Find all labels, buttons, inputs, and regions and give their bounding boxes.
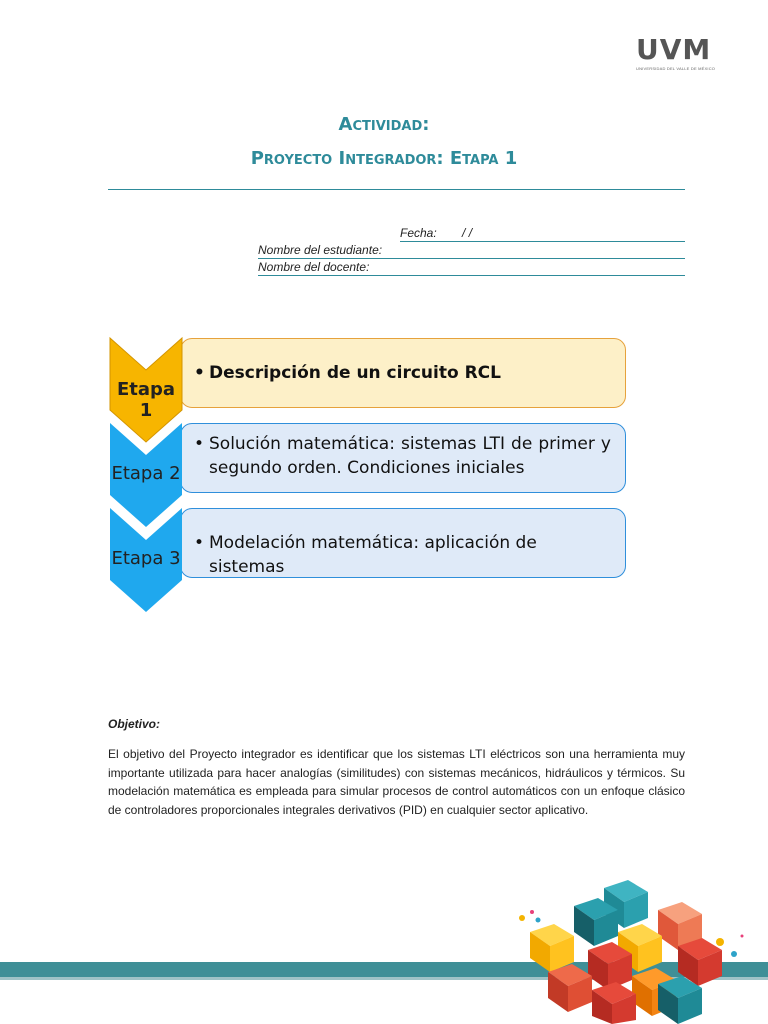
header-divider	[108, 189, 685, 190]
date-label: Fecha:	[400, 226, 437, 240]
stage-1-text: • Descripción de un circuito RCL	[209, 361, 611, 385]
teacher-name-field[interactable]	[258, 259, 685, 276]
logo-text: UVM	[636, 33, 712, 66]
activity-title: Actividad:	[338, 114, 430, 135]
student-name-label: Nombre del estudiante:	[258, 243, 383, 257]
date-value: / /	[462, 226, 473, 240]
stage-1-label: Etapa 1	[116, 379, 176, 421]
logo-subtext: UNIVERSIDAD DEL VALLE DE MÉXICO	[636, 66, 716, 71]
stage-3-text: • Modelación matemática: aplicación de sistemas	[209, 531, 611, 579]
uvm-logo	[636, 33, 722, 76]
teacher-name-label: Nombre del docente:	[258, 260, 370, 274]
decorative-cubes-icon	[508, 880, 768, 1024]
student-name-field[interactable]	[258, 242, 685, 259]
stage-2-text: • Solución matemática: sistemas LTI de primer y segundo orden. Condiciones iniciales	[209, 432, 611, 480]
stage-2-label: Etapa 2	[111, 463, 181, 484]
stage-2-box	[180, 423, 626, 493]
objective-heading: Objetivo:	[108, 717, 161, 731]
activity-subtitle: Proyecto Integrador: Etapa 1	[250, 148, 518, 169]
stage-3-label: Etapa 3	[111, 548, 181, 569]
stages-diagram	[108, 336, 630, 616]
stage-3-box	[180, 508, 626, 578]
date-field[interactable]	[400, 225, 685, 242]
objective-body: El objetivo del Proyecto integrador es identificar que los sistemas LTI eléctricos son una herramienta muy importante utilizada para hacer analogías (similitudes) con sistemas mecánicos, hidráulicos y térmicos. Su modelación matemática es empleada para simular procesos de control automáticos con un enfoque clásico de controladores proporcionales integrales derivativos (PID) en cualquier sector aplicativo.	[108, 747, 685, 817]
stage-1-box	[180, 338, 626, 408]
